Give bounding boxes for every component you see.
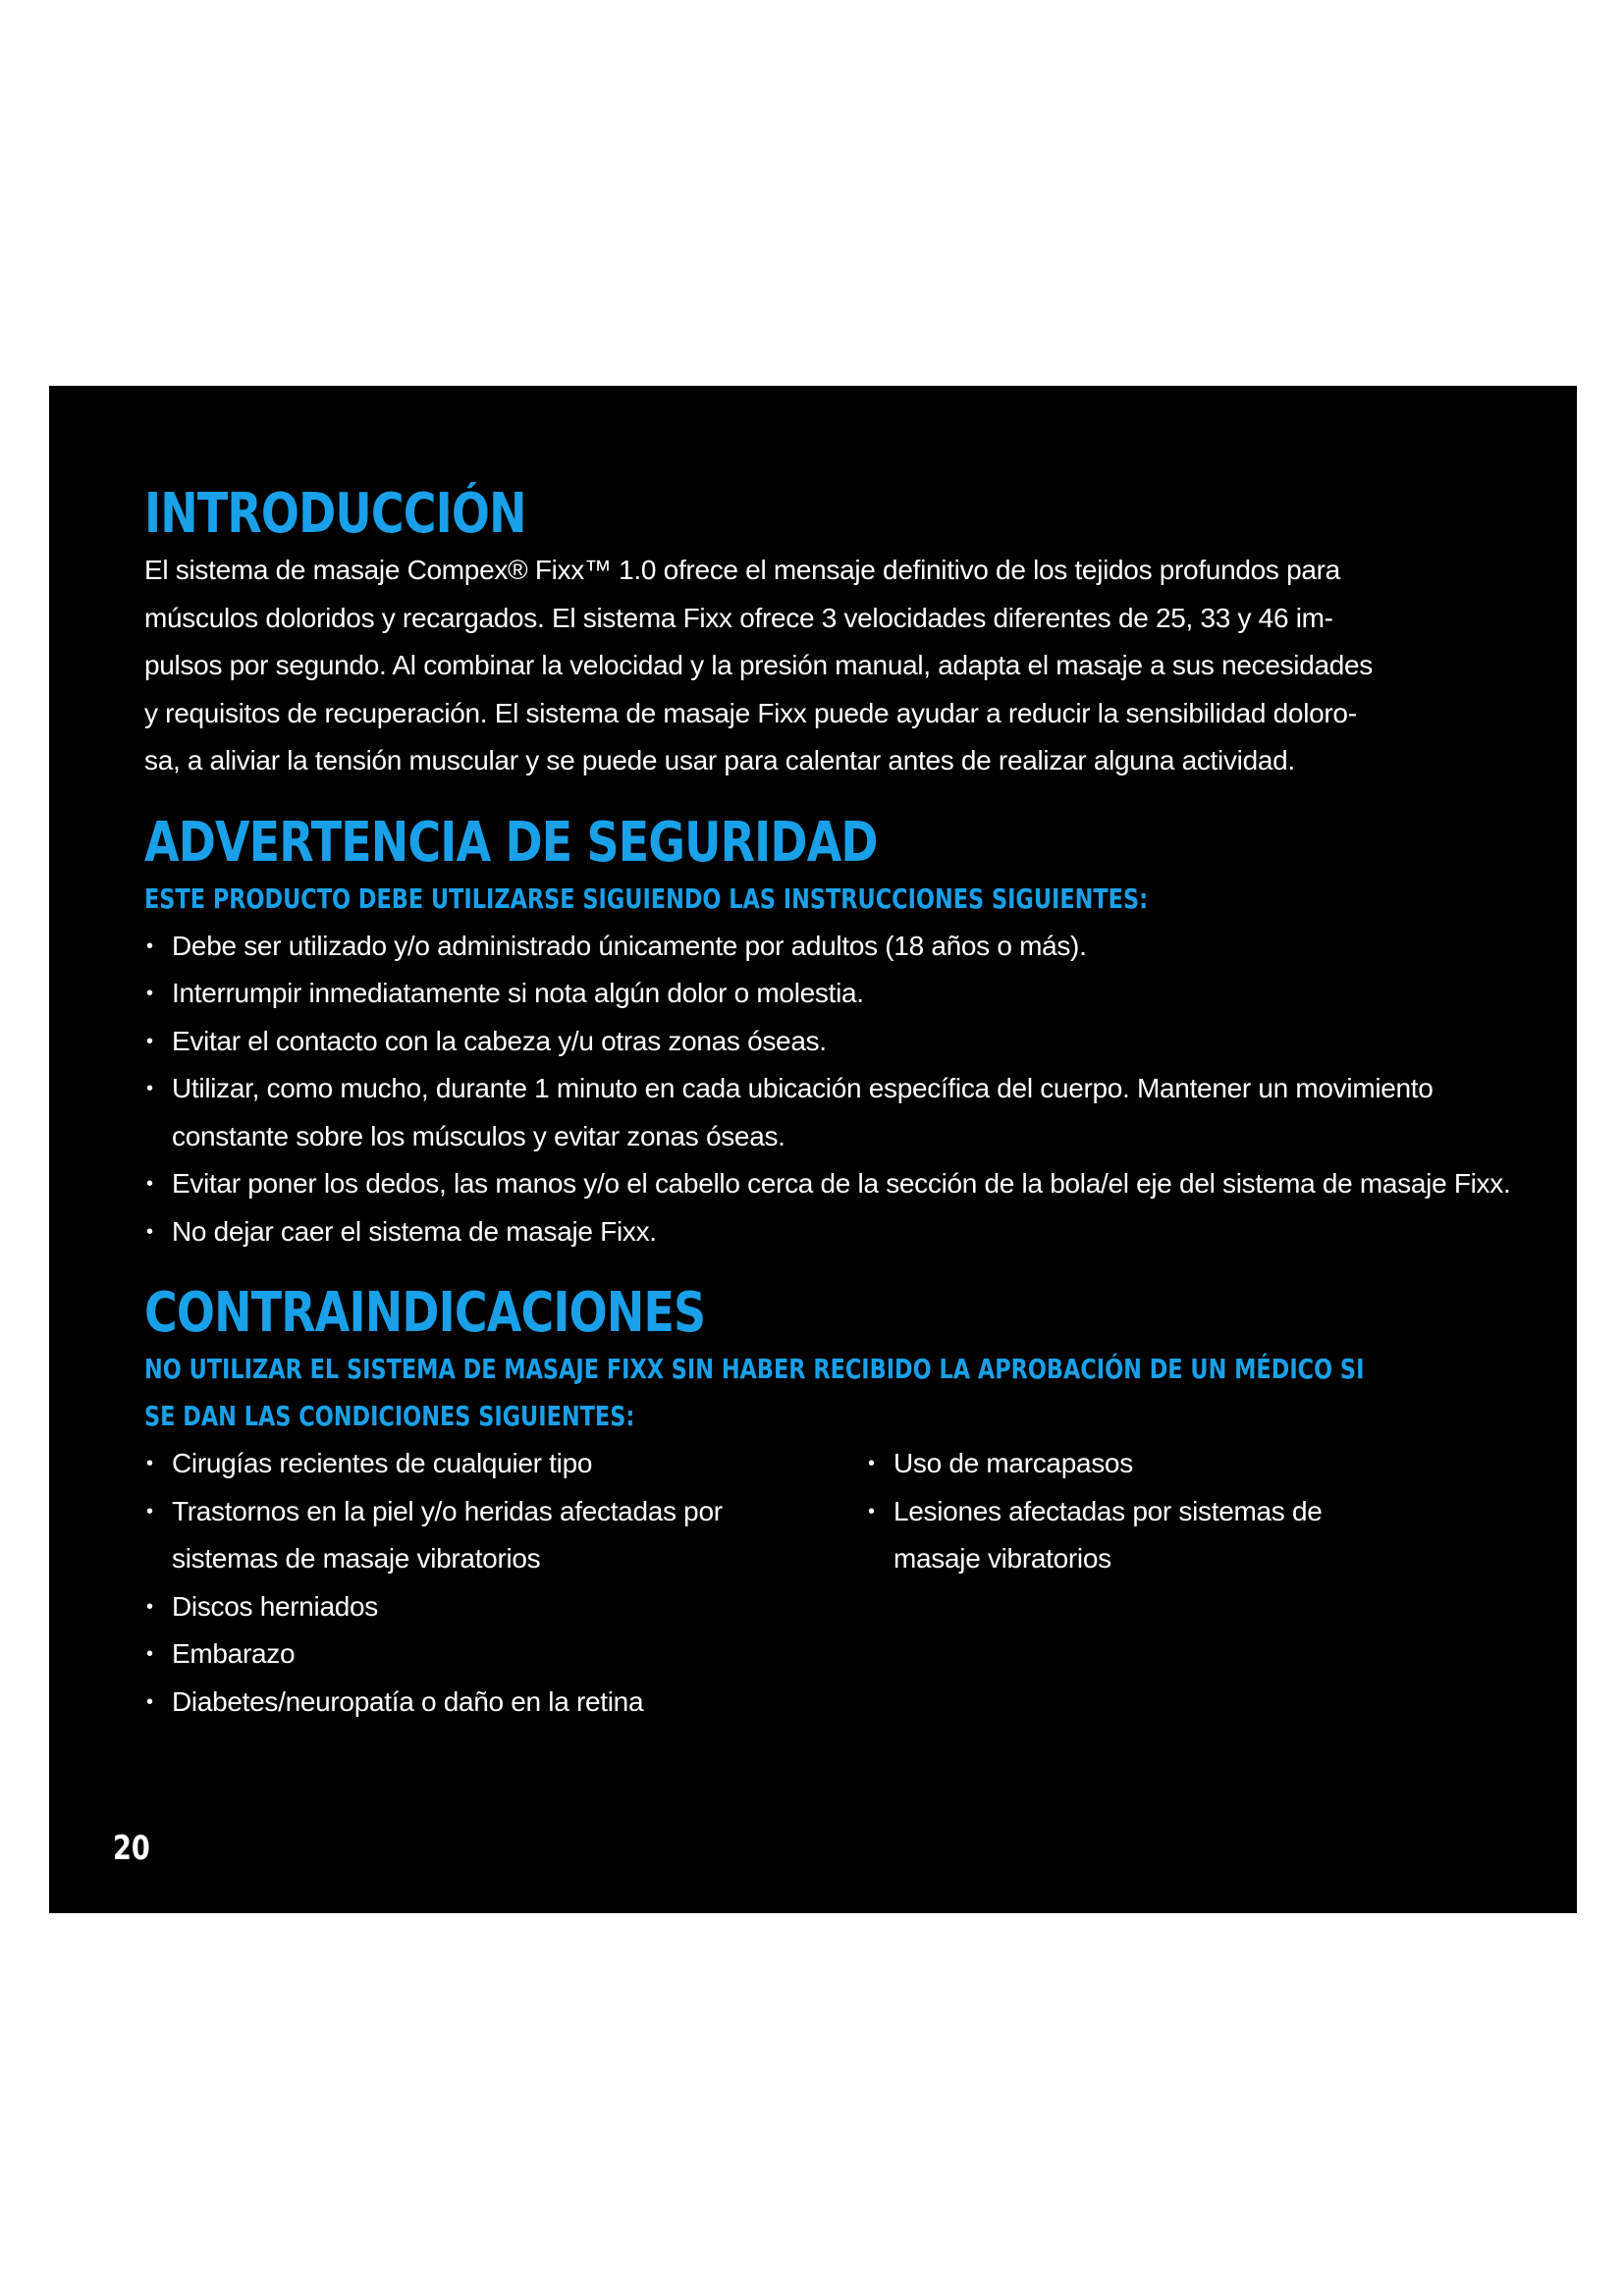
intro-line: músculos doloridos y recargados. El sistema Fixx ofrece 3 velocidades diferentes de 25, 33 y 46 im- [144,602,1333,633]
list-item: • Evitar poner los dedos, las manos y/o el cabello cerca de la sección de la bola/el eje del sistema de masaje Fixx. [144,1160,1539,1208]
content-panel [49,386,1577,1913]
introduction-title: INTRODUCCIÓN [144,482,526,546]
safety-warning-title: ADVERTENCIA DE SEGURIDAD [144,810,878,875]
list-item: • Utilizar, como mucho, durante 1 minuto en cada ubicación específica del cuerpo. Mantener un movimiento constante sobre los músculos y evitar zonas óseas. [144,1065,1539,1160]
safety-warning-section [144,811,1539,1256]
intro-line: pulsos por segundo. Al combinar la velocidad y la presión manual, adapta el masaje a sus necesidades [144,650,1374,680]
list-item: • No dejar caer el sistema de masaje Fixx. [144,1208,1539,1256]
page-content [144,482,1539,1726]
safety-warning-subtitle: ESTE PRODUCTO DEBE UTILIZARSE SIGUIENDO LAS INSTRUCCIONES SIGUIENTES: [144,881,1149,915]
intro-line: sa, a aliviar la tensión muscular y se puede usar para calentar antes de realizar alguna actividad. [144,745,1295,775]
list-item: • Interrumpir inmediatamente si nota algún dolor o molestia. [144,970,1539,1018]
list-item: • Diabetes/neuropatía o daño en la retina [144,1679,866,1727]
safety-warning-list [144,923,1539,1256]
list-item: • Evitar el contacto con la cabeza y/u otras zonas óseas. [144,1018,1539,1066]
list-item: • Embarazo [144,1630,866,1679]
contraindications-list-right [866,1440,1416,1726]
list-item: • Uso de marcapasos [866,1440,1416,1488]
introduction-paragraph [144,547,1539,785]
contraindications-list-left [144,1440,866,1726]
list-item: • Discos herniados [144,1583,866,1631]
list-item: • Debe ser utilizado y/o administrado únicamente por adultos (18 años o más). [144,923,1539,971]
list-item: • Cirugías recientes de cualquier tipo [144,1440,866,1488]
intro-line: El sistema de masaje Compex® Fixx™ 1.0 ofrece el mensaje definitivo de los tejidos profundos para [144,555,1340,585]
contraindications-title: CONTRAINDICACIONES [144,1281,706,1345]
list-item: • Lesiones afectadas por sistemas de masaje vibratorios [866,1488,1414,1583]
page-number: 20 [113,1829,150,1868]
list-item: • Trastornos en la piel y/o heridas afectadas por sistemas de masaje vibratorios [144,1488,781,1583]
introduction-section [144,482,1539,785]
contraindications-section [144,1281,1539,1726]
contraindications-subtitle-line1: NO UTILIZAR EL SISTEMA DE MASAJE FIXX SIN HABER RECIBIDO LA APROBACIÓN DE UN MÉDICO SI [144,1353,1365,1385]
contraindications-subtitle-line2: SE DAN LAS CONDICIONES SIGUIENTES: [144,1400,635,1432]
intro-line: y requisitos de recuperación. El sistema de masaje Fixx puede ayudar a reducir la sensibilidad doloro- [144,697,1357,728]
contraindications-columns [144,1440,1539,1726]
